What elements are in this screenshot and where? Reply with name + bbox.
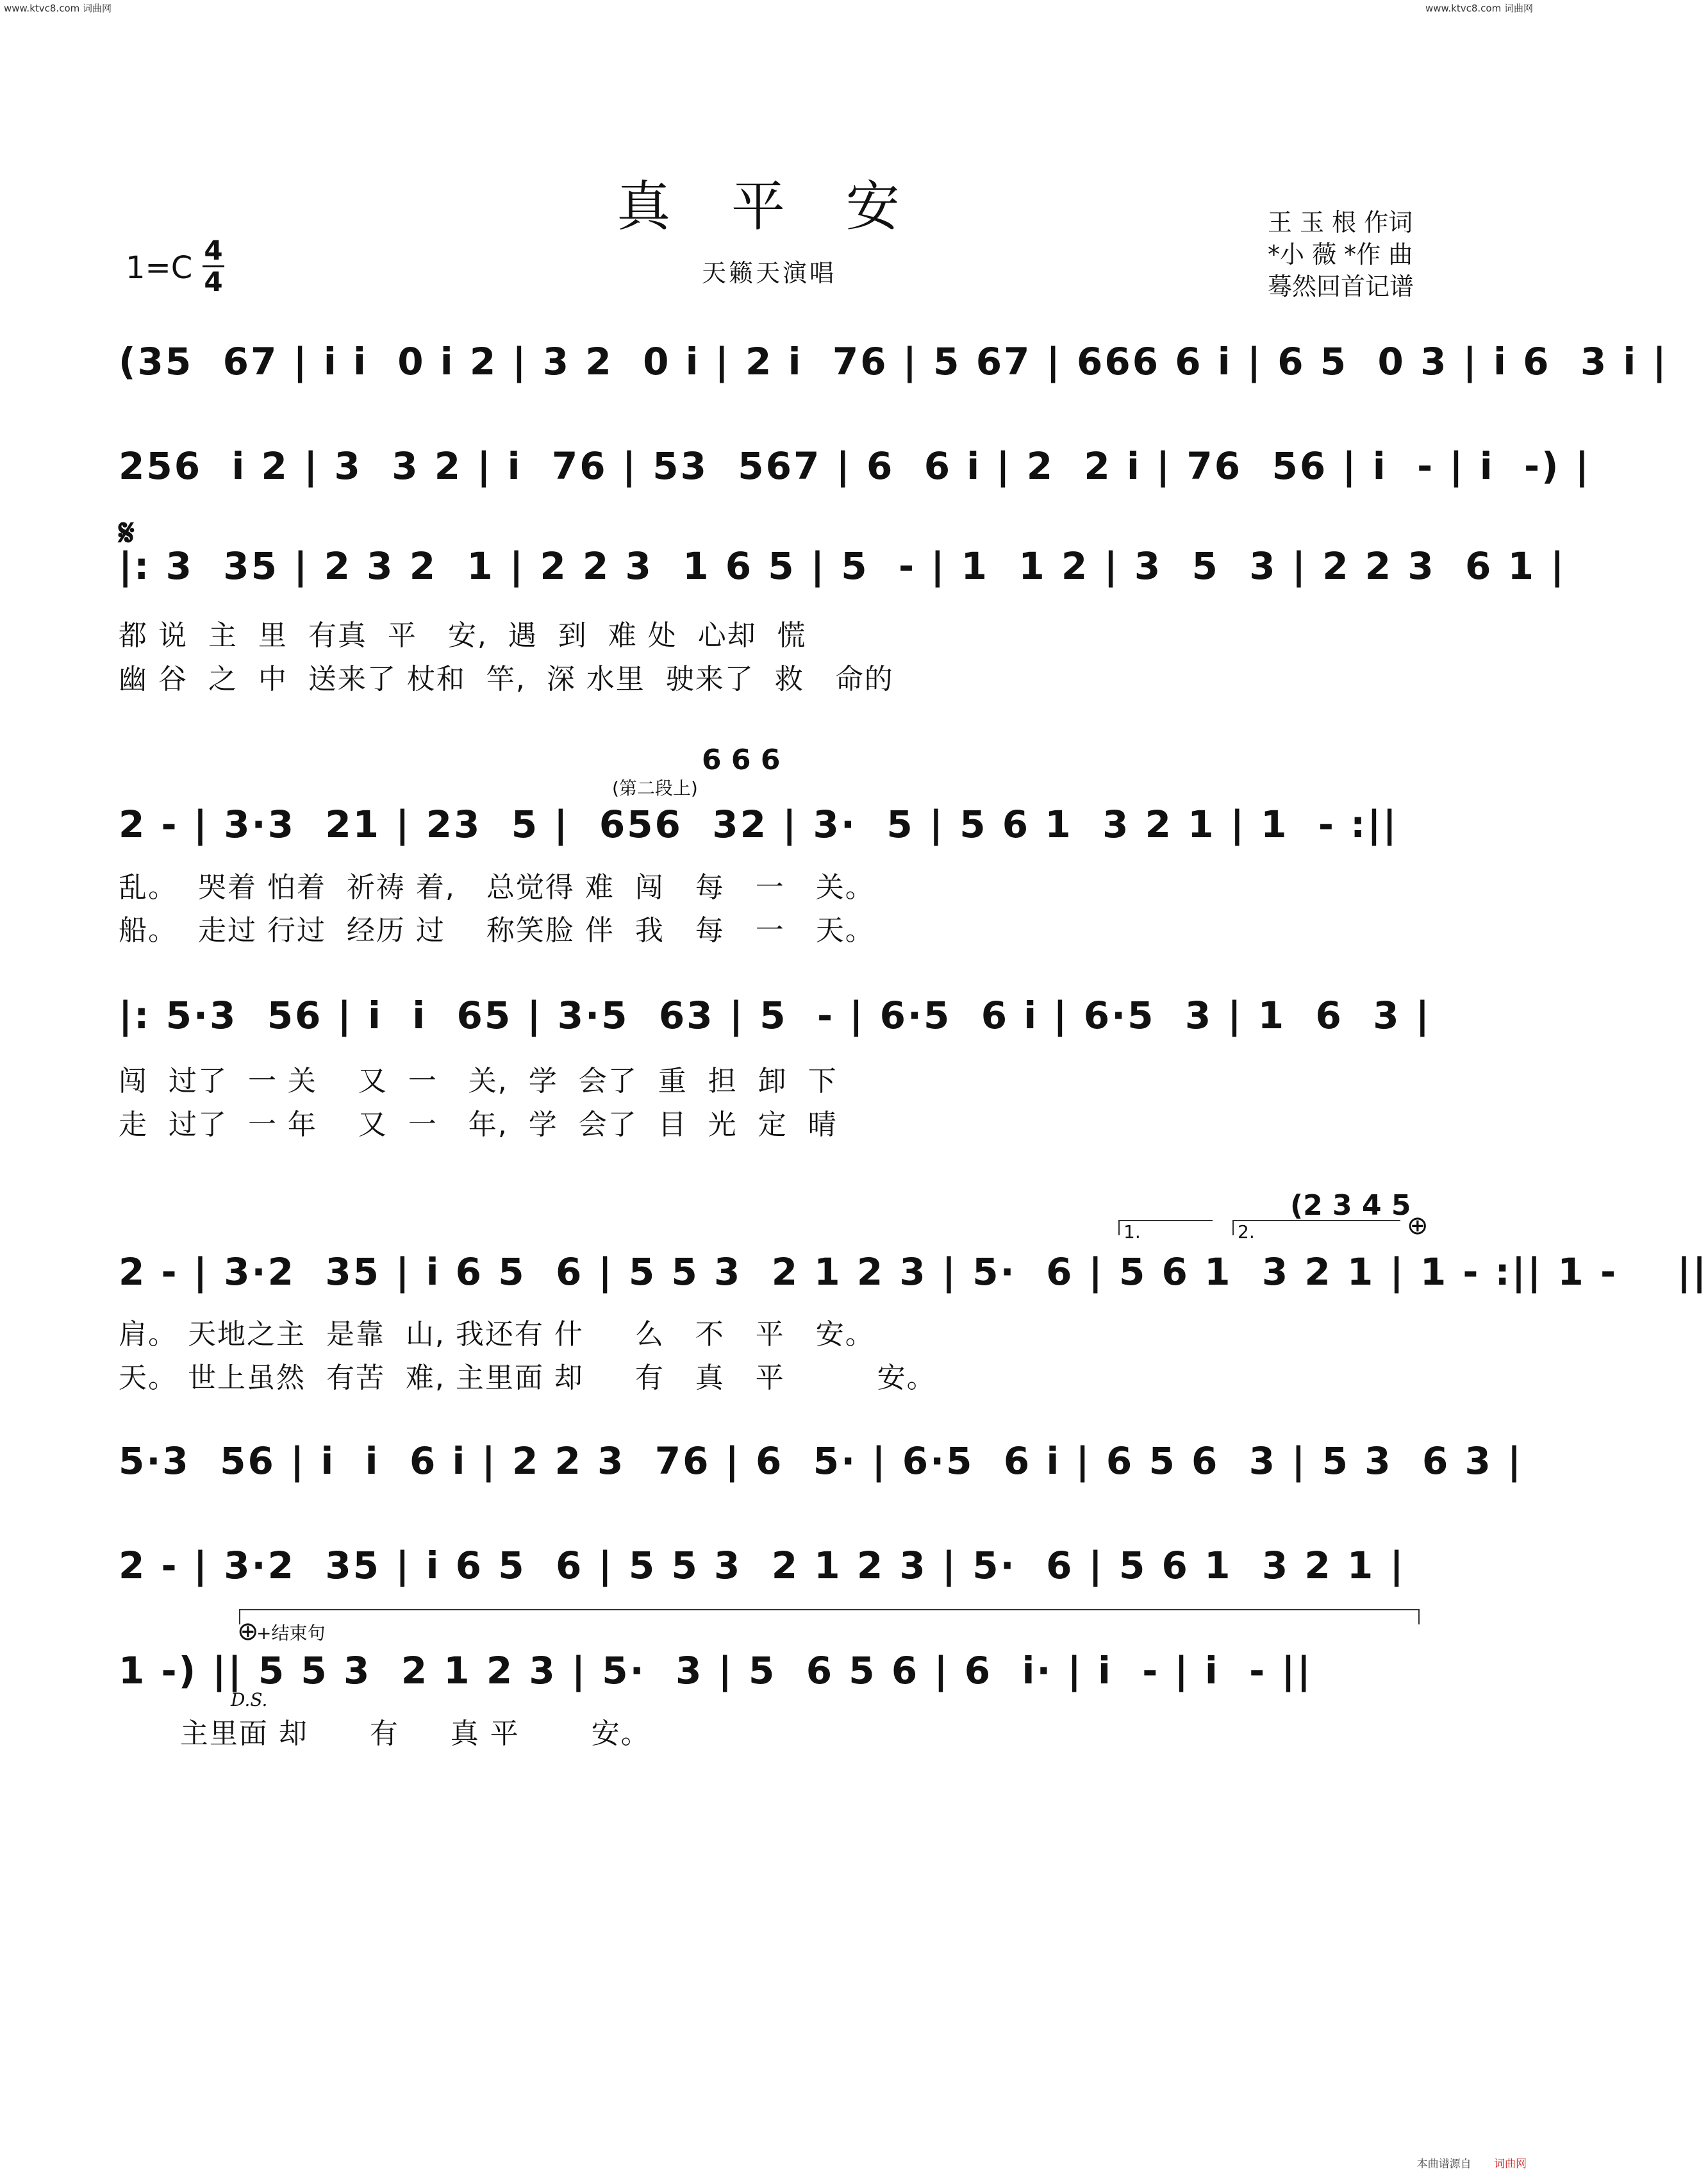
site-watermark-right: www.ktvc8.com 词曲网 <box>1425 3 1533 14</box>
second-ending-label: 2. <box>1238 1221 1255 1242</box>
lyricist: 王 玉 根 作词 <box>1268 208 1413 237</box>
ending-bracket <box>239 1609 1420 1624</box>
second-verse-note: (第二段上) <box>612 778 698 799</box>
triplet-notes: 6 6 6 <box>702 744 781 776</box>
lyrics-row-6-verse-2: 天。 世上虽然 有苦 难, 主里面 却 有 真 平 安。 <box>119 1362 936 1394</box>
notes-row-6: 2 - | 3·2 35 | i 6 5 6 | 5 5 3 2 1 2 3 | 5· 6 | 5 6 1 3 2 1 | 1 - :|| 1 - || <box>119 1250 1708 1294</box>
notes-row-1: (35 67 | i i 0 i 2 | 3 2 0 i | 2 i 76 | 5 67 | 666 6 i | 6 5 0 3 | i 6 3 i | <box>119 340 1668 383</box>
time-signature <box>203 236 224 297</box>
singer-line: 天籁天演唱 <box>701 259 836 287</box>
notes-row-5: |: 5·3 56 | i i 65 | 3·5 63 | 5 - | 6·5 6 i | 6·5 3 | 1 6 3 | <box>119 994 1431 1037</box>
second-ending-bracket <box>1232 1220 1400 1242</box>
time-signature-top: 4 <box>204 235 223 266</box>
notes-row-4: 2 - | 3·3 21 | 23 5 | 656 32 | 3· 5 | 5 6 1 3 2 1 | 1 - :|| <box>119 803 1398 846</box>
site-watermark-left: www.ktvc8.com 词曲网 <box>4 3 112 14</box>
first-ending-bracket <box>1118 1220 1213 1242</box>
dal-segno-mark: D.S. <box>231 1689 268 1710</box>
coda-label: +结束句 <box>256 1622 326 1644</box>
lyrics-row-3-verse-2: 幽 谷 之 中 送来了 杖和 竿, 深 水里 驶来了 救 命的 <box>119 663 894 696</box>
coda-sign-icon-2: ⊕ <box>237 1617 259 1646</box>
notes-row-2: 256 i 2 | 3 3 2 | i 76 | 53 567 | 6 6 i | 2 2 i | 76 56 | i - | i -) | <box>119 444 1591 488</box>
lyrics-row-5-verse-2: 走 过了 一 年 又 一 年, 学 会了 目 光 定 晴 <box>119 1108 838 1141</box>
lyrics-row-5-verse-1: 闯 过了 一 关 又 一 关, 学 会了 重 担 卸 下 <box>119 1065 838 1097</box>
footer-site: 词曲网 <box>1494 2158 1527 2171</box>
time-signature-bottom: 4 <box>204 266 223 297</box>
notes-row-9: 1 -) || 5 5 3 2 1 2 3 | 5· 3 | 5 6 5 6 | 6 i· | i - | i - || <box>119 1649 1313 1692</box>
song-title: 真 平 安 <box>617 175 922 238</box>
credits <box>1268 206 1414 303</box>
lyrics-row-4-verse-2: 船。 走过 行过 经历 过 称笑脸 伴 我 每 一 天。 <box>119 914 875 947</box>
composer: *小 薇 *作 曲 <box>1268 240 1413 269</box>
footer <box>1417 2155 1527 2171</box>
lyrics-row-3-verse-1: 都 说 主 里 有真 平 安, 遇 到 难 处 心却 慌 <box>119 619 807 652</box>
key-signature: 1=C <box>126 250 193 286</box>
first-ending-label: 1. <box>1123 1221 1141 1242</box>
bridge-notes: (2 3 4 5 <box>1290 1189 1411 1222</box>
notes-row-3: 𝄋 |: 3 35 | 2 3 2 1 | 2 2 3 1 6 5 | 5 - | 1 1 2 | 3 5 3 | 2 2 3 6 1 | <box>119 511 1566 588</box>
notes-row-8: 2 - | 3·2 35 | i 6 5 6 | 5 5 3 2 1 2 3 | 5· 6 | 5 6 1 3 2 1 | <box>119 1544 1405 1587</box>
notes-row-7: 5·3 56 | i i 6 i | 2 2 3 76 | 6 5· | 6·5 6 i | 6 5 6 3 | 5 3 6 3 | <box>119 1439 1523 1483</box>
coda-sign-icon: ⊕ <box>1407 1211 1429 1240</box>
lyrics-row-4-verse-1: 乱。 哭着 怕着 祈祷 着, 总觉得 难 闯 每 一 关。 <box>119 871 875 904</box>
transcriber: 蓦然回首记谱 <box>1268 272 1414 301</box>
lyrics-row-6-verse-1: 肩。 天地之主 是靠 山, 我还有 什 么 不 平 安。 <box>119 1318 875 1351</box>
footer-source: 本曲谱源自 <box>1416 2158 1472 2171</box>
lyrics-row-9: 主里面 却 有 真 平 安。 <box>119 1717 651 1750</box>
